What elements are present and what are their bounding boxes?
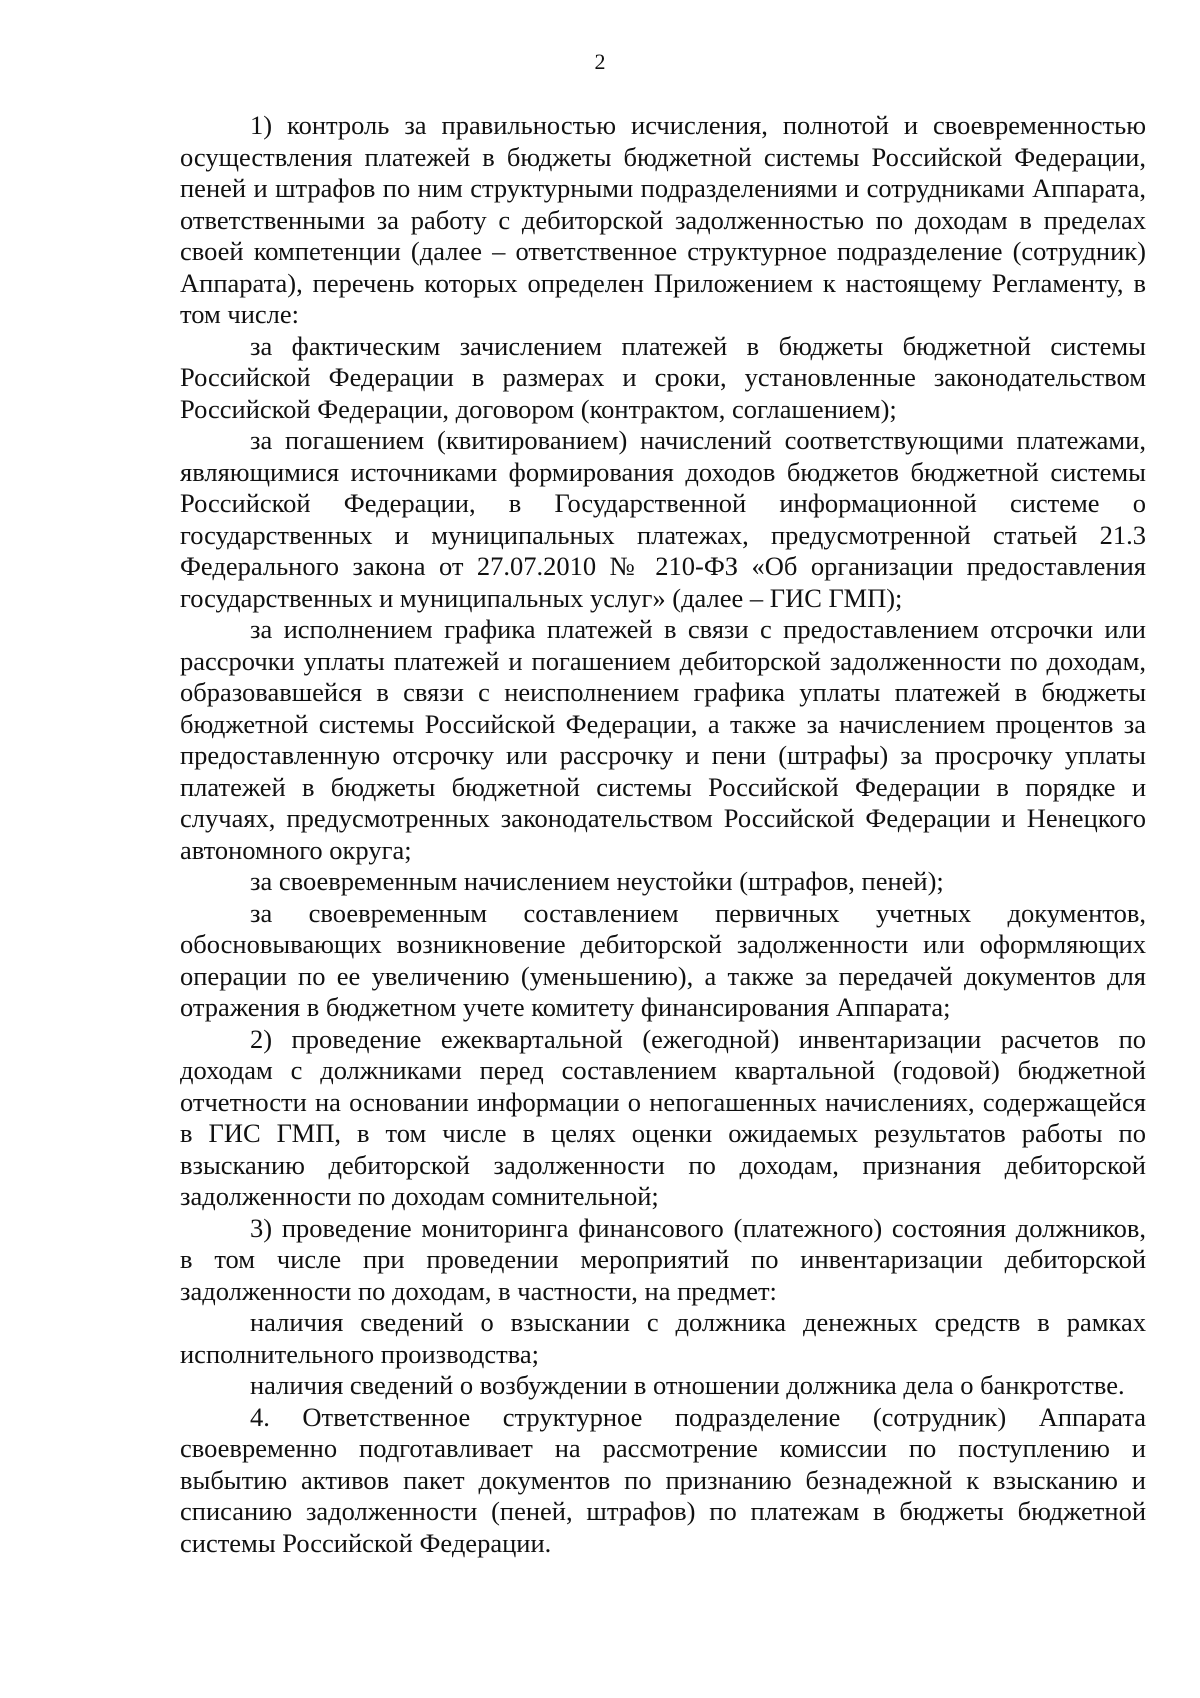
paragraph-penalty-accrual: за своевременным начислением неустойки (штрафов, пеней); bbox=[250, 866, 944, 896]
paragraph-quittance-gis-gmp: за погашением (квитированием) начислений соответствующими платежами, являющимися источниками формирования доходов бюджетов бюджетной системы Российской Федерации, в Государственной информационной системе о государственных и муниципальных платежах, предусмотренной статьей 21.3 Федерального закона от 27.07.2010 № 210-ФЗ «Об организации предоставления государственных и муниципальных услуг» (далее – ГИС ГМП); bbox=[180, 425, 1146, 613]
paragraph-payment-schedule: за исполнением графика платежей в связи с предоставлением отсрочки или рассрочки уплаты платежей и погашением дебиторской задолженности по доходам, образовавшейся в связи с неисполнением графика уплаты платежей в бюджеты бюджетной системы Российской Федерации, а также за начислением процентов за предоставленную отсрочку или рассрочку и пени (штрафы) за просрочку уплаты платежей в бюджеты бюджетной системы Российской Федерации в порядке и случаях, предусмотренных законодательством Российской Федерации и Ненецкого автономного округа; bbox=[180, 614, 1146, 865]
paragraph-actual-crediting: за фактическим зачислением платежей в бюджеты бюджетной системы Российской Федерации в размерах и сроки, установленные законодательством Российской Федерации, договором (контрактом, соглашением); bbox=[180, 330, 1146, 424]
paragraph-enforcement-proceedings: наличия сведений о взыскании с должника денежных средств в рамках исполнительного производства; bbox=[180, 1307, 1146, 1369]
paragraph-item-3-monitoring: 3) проведение мониторинга финансового (платежного) состояния должников, в том числе при проведении мероприятий по инвентаризации дебиторской задолженности по доходам, в частности, на предмет: bbox=[180, 1212, 1146, 1306]
paragraph-item-4-responsible-unit: 4. Ответственное структурное подразделение (сотрудник) Аппарата своевременно подготавливает на рассмотрение комиссии по поступлению и выбытию активов пакет документов по признанию безнадежной к взысканию и списанию задолженности (пеней, штрафов) по платежам в бюджеты бюджетной системы Российской Федерации. bbox=[180, 1401, 1146, 1558]
page-number: 2 bbox=[594, 49, 606, 74]
paragraph-primary-documents: за своевременным составлением первичных учетных документов, обосновывающих возникновение дебиторской задолженности или оформляющих операции по ее увеличению (уменьшению), а также за передачей документов для отражения в бюджетном учете комитету финансирования Аппарата; bbox=[180, 897, 1146, 1022]
paragraph-item-1-control: 1) контроль за правильностью исчисления, полнотой и своевременностью осуществления платежей в бюджеты бюджетной системы Российской Федерации, пеней и штрафов по ним структурными подразделениями и сотрудниками Аппарата, ответственными за работу с дебиторской задолженностью по доходам в пределах своей компетенции (далее – ответственное структурное подразделение (сотрудник) Аппарата), перечень которых определен Приложением к настоящему Регламенту, в том числе: bbox=[180, 110, 1146, 329]
document-body bbox=[180, 110, 1146, 1559]
paragraph-bankruptcy: наличия сведений о возбуждении в отношении должника дела о банкротстве. bbox=[250, 1370, 1125, 1400]
paragraph-item-2-inventory: 2) проведение ежеквартальной (ежегодной) инвентаризации расчетов по доходам с должниками перед составлением квартальной (годовой) бюджетной отчетности на основании информации о непогашенных начислениях, содержащейся в ГИС ГМП, в том числе в целях оценки ожидаемых результатов работы по взысканию дебиторской задолженности по доходам, признания дебиторской задолженности по доходам сомнительной; bbox=[180, 1023, 1146, 1211]
